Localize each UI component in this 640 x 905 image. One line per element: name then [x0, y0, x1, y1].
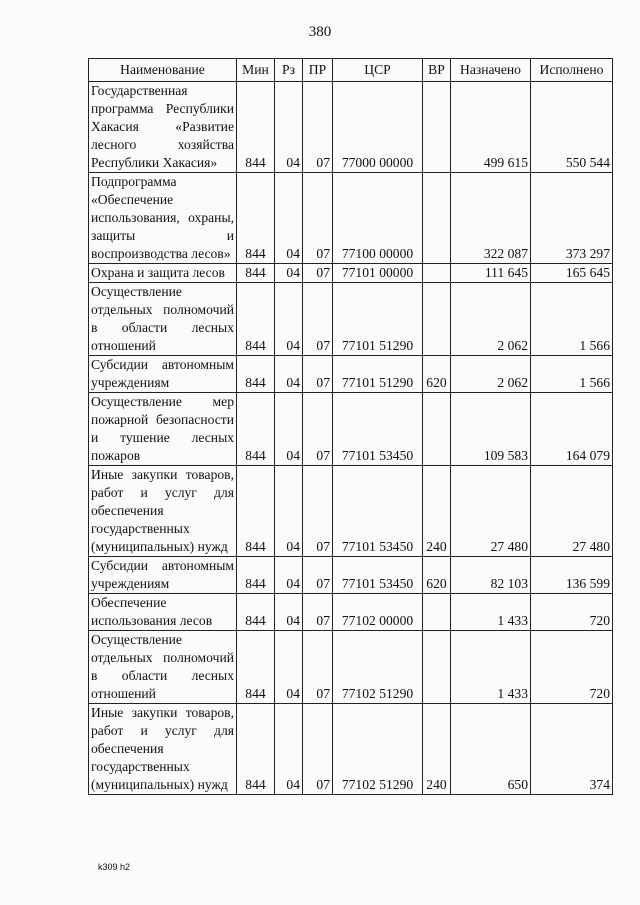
- cell-executed: 1 566: [531, 283, 613, 356]
- cell-rz: 04: [275, 283, 303, 356]
- cell-assigned: 322 087: [451, 173, 531, 264]
- column-header-min: Мин: [237, 59, 275, 82]
- cell-executed: 720: [531, 594, 613, 631]
- cell-vr: [423, 283, 451, 356]
- table-row: [89, 466, 613, 557]
- cell-name: Иные закупки товаров, работ и услуг для обеспечения государственных (муниципальных) нужд: [89, 466, 237, 557]
- cell-rz: 04: [275, 173, 303, 264]
- cell-name: Подпрограмма «Обеспечение использования, охраны, защиты и воспроизводства лесов»: [89, 173, 237, 264]
- cell-executed: 165 645: [531, 264, 613, 283]
- cell-pr: 07: [303, 594, 333, 631]
- cell-pr: 07: [303, 356, 333, 393]
- cell-name: Осуществление мер пожарной безопасности и тушение лесных пожаров: [89, 393, 237, 466]
- page-number: 380: [308, 24, 332, 40]
- table-row: [89, 283, 613, 356]
- cell-pr: 07: [303, 466, 333, 557]
- cell-name: Обеспечение использования лесов: [89, 594, 237, 631]
- cell-executed: 550 544: [531, 82, 613, 173]
- cell-vr: 240: [423, 704, 451, 795]
- column-header-assigned: Назначено: [451, 59, 531, 82]
- cell-rz: 04: [275, 704, 303, 795]
- cell-assigned: 499 615: [451, 82, 531, 173]
- cell-assigned: 109 583: [451, 393, 531, 466]
- cell-executed: 27 480: [531, 466, 613, 557]
- table-header-row: [89, 59, 613, 82]
- column-header-executed: Исполнено: [531, 59, 613, 82]
- table-row: [89, 356, 613, 393]
- cell-csr: 77101 53450: [333, 466, 423, 557]
- cell-name: Субсидии автономным учреждениям: [89, 557, 237, 594]
- cell-min: 844: [237, 173, 275, 264]
- cell-rz: 04: [275, 557, 303, 594]
- cell-vr: [423, 82, 451, 173]
- cell-name: Осуществление отдельных полномочий в области лесных отношений: [89, 283, 237, 356]
- cell-min: 844: [237, 283, 275, 356]
- cell-assigned: 1 433: [451, 631, 531, 704]
- cell-csr: 77101 53450: [333, 393, 423, 466]
- cell-executed: 720: [531, 631, 613, 704]
- cell-csr: 77101 53450: [333, 557, 423, 594]
- cell-executed: 373 297: [531, 173, 613, 264]
- cell-min: 844: [237, 466, 275, 557]
- table-row: [89, 264, 613, 283]
- cell-assigned: 111 645: [451, 264, 531, 283]
- cell-min: 844: [237, 557, 275, 594]
- cell-rz: 04: [275, 356, 303, 393]
- table-row: [89, 631, 613, 704]
- cell-assigned: 2 062: [451, 356, 531, 393]
- cell-name: Государственная программа Республики Хакасия «Развитие лесного хозяйства Республики Хакасия»: [89, 82, 237, 173]
- table-row: [89, 594, 613, 631]
- cell-vr: 620: [423, 356, 451, 393]
- cell-pr: 07: [303, 393, 333, 466]
- cell-min: 844: [237, 594, 275, 631]
- cell-csr: 77000 00000: [333, 82, 423, 173]
- cell-rz: 04: [275, 264, 303, 283]
- column-header-vr: ВР: [423, 59, 451, 82]
- table-body: [89, 82, 613, 795]
- cell-pr: 07: [303, 557, 333, 594]
- cell-assigned: 27 480: [451, 466, 531, 557]
- cell-csr: 77102 51290: [333, 631, 423, 704]
- cell-min: 844: [237, 631, 275, 704]
- cell-csr: 77102 51290: [333, 704, 423, 795]
- cell-assigned: 2 062: [451, 283, 531, 356]
- cell-min: 844: [237, 264, 275, 283]
- budget-table: [88, 58, 613, 795]
- cell-name: Осуществление отдельных полномочий в области лесных отношений: [89, 631, 237, 704]
- cell-vr: [423, 393, 451, 466]
- cell-name: Охрана и защита лесов: [89, 264, 237, 283]
- cell-vr: [423, 264, 451, 283]
- cell-vr: [423, 594, 451, 631]
- cell-name: Иные закупки товаров, работ и услуг для обеспечения государственных (муниципальных) нужд: [89, 704, 237, 795]
- cell-executed: 164 079: [531, 393, 613, 466]
- column-header-rz: Рз: [275, 59, 303, 82]
- table-row: [89, 173, 613, 264]
- cell-pr: 07: [303, 631, 333, 704]
- cell-csr: 77102 00000: [333, 594, 423, 631]
- table-row: [89, 557, 613, 594]
- cell-csr: 77101 51290: [333, 283, 423, 356]
- cell-min: 844: [237, 393, 275, 466]
- cell-csr: 77101 00000: [333, 264, 423, 283]
- cell-executed: 136 599: [531, 557, 613, 594]
- cell-pr: 07: [303, 264, 333, 283]
- cell-vr: [423, 631, 451, 704]
- cell-assigned: 650: [451, 704, 531, 795]
- cell-csr: 77100 00000: [333, 173, 423, 264]
- cell-csr: 77101 51290: [333, 356, 423, 393]
- cell-rz: 04: [275, 466, 303, 557]
- column-header-name: Наименование: [89, 59, 237, 82]
- cell-vr: 240: [423, 466, 451, 557]
- cell-min: 844: [237, 82, 275, 173]
- table-row: [89, 393, 613, 466]
- table-row: [89, 704, 613, 795]
- cell-min: 844: [237, 356, 275, 393]
- cell-vr: 620: [423, 557, 451, 594]
- cell-min: 844: [237, 704, 275, 795]
- cell-vr: [423, 173, 451, 264]
- column-header-csr: ЦСР: [333, 59, 423, 82]
- cell-rz: 04: [275, 594, 303, 631]
- cell-pr: 07: [303, 173, 333, 264]
- column-header-pr: ПР: [303, 59, 333, 82]
- cell-pr: 07: [303, 283, 333, 356]
- cell-assigned: 82 103: [451, 557, 531, 594]
- cell-executed: 1 566: [531, 356, 613, 393]
- cell-pr: 07: [303, 82, 333, 173]
- cell-rz: 04: [275, 82, 303, 173]
- cell-assigned: 1 433: [451, 594, 531, 631]
- cell-executed: 374: [531, 704, 613, 795]
- cell-rz: 04: [275, 393, 303, 466]
- footer-code: k309 h2: [98, 862, 131, 872]
- cell-name: Субсидии автономным учреждениям: [89, 356, 237, 393]
- cell-rz: 04: [275, 631, 303, 704]
- table-row: [89, 82, 613, 173]
- cell-pr: 07: [303, 704, 333, 795]
